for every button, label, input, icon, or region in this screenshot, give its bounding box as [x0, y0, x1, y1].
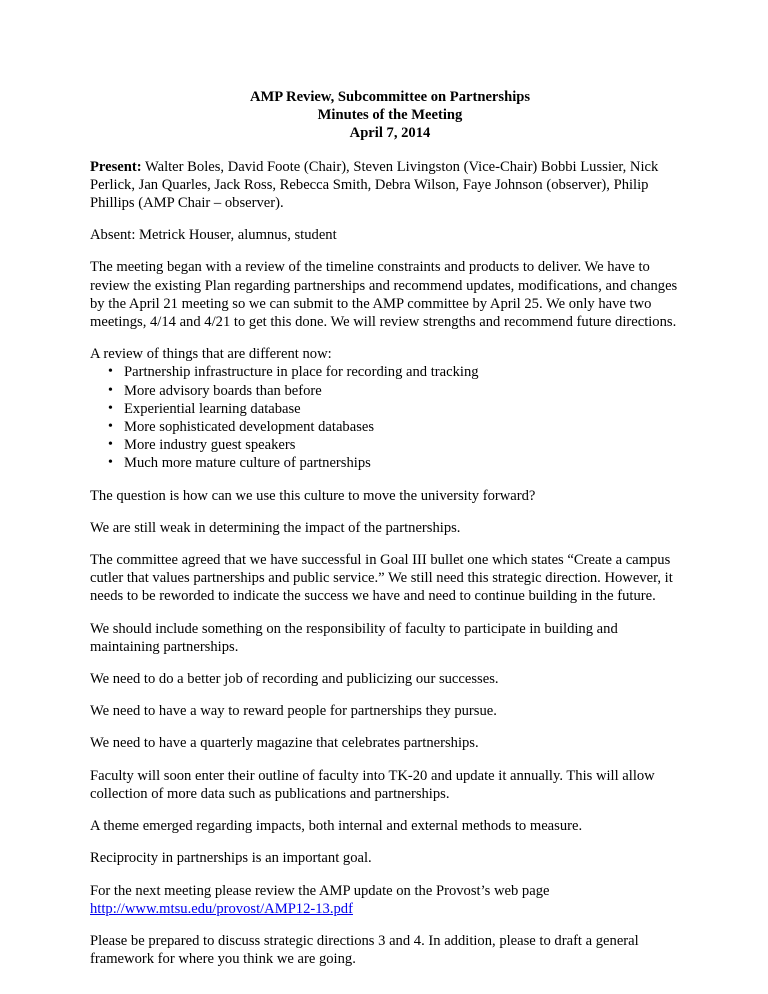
review-lead: A review of things that are different now:	[90, 346, 332, 363]
list-item-text: More sophisticated development databases	[124, 419, 375, 436]
list-item-text: Partnership infrastructure in place for recording and tracking	[124, 364, 479, 381]
present-label: Present:	[90, 158, 142, 175]
list-item-text: Much more mature culture of partnerships	[124, 455, 371, 472]
reward-paragraph: We need to have a way to reward people for partnerships they pursue.	[90, 703, 497, 720]
present-list: Walter Boles, David Foote (Chair), Steven Livingston (Vice-Chair) Bobbi Lussier, Nick Perlick, Jan Quarles, Jack Ross, Rebecca Smith, Debra Wilson, Faye Johnson (observer), Philip Phillips (AMP Chair – observer).	[90, 158, 659, 212]
absent-paragraph: Absent: Metrick Houser, alumnus, student	[90, 227, 337, 244]
theme-paragraph: A theme emerged regarding impacts, both internal and external methods to measure.	[90, 818, 583, 835]
tk20-paragraph: Faculty will soon enter their outline of faculty into TK-20 and update it annually. This will allow collection of more data such as publications and partnerships.	[90, 767, 655, 802]
document-page	[90, 88, 690, 982]
amp-update-link[interactable]: http://www.mtsu.edu/provost/AMP12-13.pdf	[90, 900, 353, 917]
goal-iii-paragraph: The committee agreed that we have successful in Goal III bullet one which states “Create a campus cutler that values partnerships and public service.” We still need this strategic direction. However, it needs to be reworded to indicate the success we have and need to continue building in the future.	[90, 552, 673, 605]
next-meeting-paragraph	[90, 882, 690, 918]
document-header	[90, 88, 690, 143]
bullet-icon: •	[108, 364, 113, 380]
bullet-icon: •	[108, 419, 113, 435]
list-item	[90, 454, 690, 472]
document-subtitle: Minutes of the Meeting	[317, 107, 463, 124]
list-item-text: Experiential learning database	[124, 400, 301, 417]
list-item	[90, 436, 690, 454]
bullet-icon: •	[108, 382, 113, 398]
recording-paragraph: We need to do a better job of recording and publicizing our successes.	[90, 671, 499, 688]
list-item-text: More advisory boards than before	[124, 382, 322, 399]
intro-paragraph: The meeting began with a review of the timeline constraints and products to deliver. We have to review the existing Plan regarding partnerships and recommend updates, modifications, and changes by the April 21 meeting so we can submit to the AMP committee by April 25. We only have two meetings, 4/14 and 4/21 to get this done. We will review strengths and recommend future directions.	[90, 259, 678, 331]
closing-paragraph: Please be prepared to discuss strategic directions 3 and 4. In addition, please to draft a general framework for where you think we are going.	[90, 932, 639, 968]
review-section	[90, 345, 690, 472]
list-item	[90, 418, 690, 436]
faculty-responsibility-paragraph: We should include something on the responsibility of faculty to participate in building and maintaining partnerships.	[90, 620, 618, 655]
bullet-icon: •	[108, 437, 113, 453]
next-meeting-text: For the next meeting please review the AMP update on the Provost’s web page	[90, 882, 550, 899]
list-item	[90, 382, 690, 400]
bullet-icon: •	[108, 455, 113, 471]
list-item	[90, 400, 690, 418]
question-paragraph: The question is how can we use this culture to move the university forward?	[90, 487, 536, 504]
magazine-paragraph: We need to have a quarterly magazine that celebrates partnerships.	[90, 735, 479, 752]
meeting-date: April 7, 2014	[349, 125, 431, 142]
bullet-icon: •	[108, 400, 113, 416]
review-list	[90, 363, 690, 472]
list-item	[90, 363, 690, 381]
list-item-text: More industry guest speakers	[124, 437, 296, 454]
weakness-paragraph: We are still weak in determining the impact of the partnerships.	[90, 519, 461, 536]
present-paragraph	[90, 158, 690, 213]
reciprocity-paragraph: Reciprocity in partnerships is an important goal.	[90, 850, 372, 867]
document-title: AMP Review, Subcommittee on Partnerships	[249, 89, 531, 105]
